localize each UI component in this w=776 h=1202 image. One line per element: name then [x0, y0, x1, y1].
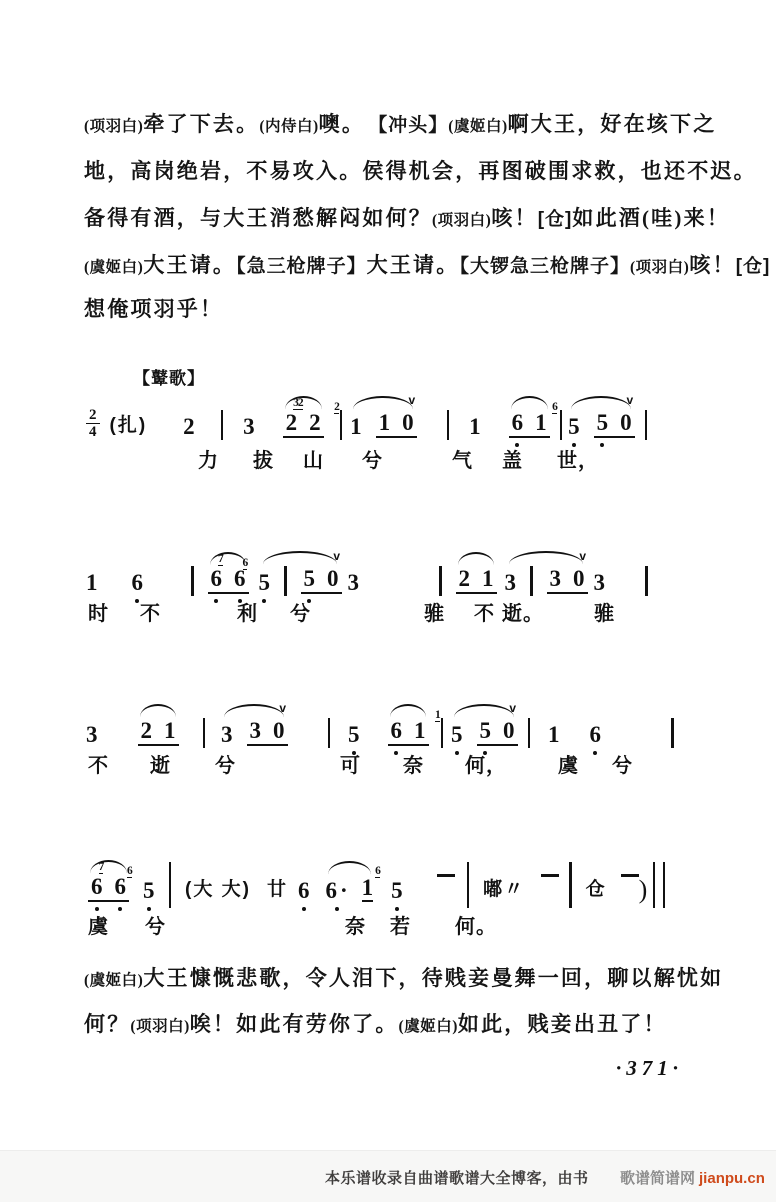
note-digit: 6 [390, 718, 402, 743]
percussion-syllable: (扎) [109, 415, 148, 436]
lyric-char: 盖 [502, 450, 523, 472]
lyric-char: 虞 [558, 755, 579, 777]
role-name: (项羽白) [629, 259, 690, 276]
breath-mark: v [408, 393, 416, 407]
aria-tune-label: 【鼙歌】 [133, 369, 205, 388]
note-digit: 1 [469, 414, 481, 439]
dialogue-bottom-line [84, 962, 724, 992]
music-system [84, 548, 648, 594]
dialogue-text: 何？ [84, 1012, 131, 1036]
note [375, 865, 403, 903]
note [298, 879, 310, 902]
lyric-char: 气 [452, 450, 473, 472]
barline [530, 566, 533, 596]
dialogue-text: 备得有酒，与大王消愁解闷如何？ [84, 206, 432, 230]
note [304, 567, 316, 590]
barline [328, 718, 331, 748]
grace-note: 32 [293, 397, 303, 409]
note [221, 723, 233, 746]
lyric-char: 不 [88, 755, 109, 777]
note-digit: 1 [414, 718, 426, 743]
barline [528, 718, 531, 748]
note-digit: 2 [183, 414, 195, 439]
beam-group [208, 553, 249, 594]
beam-group [88, 861, 129, 902]
slur-group [283, 397, 324, 438]
role-name: (虞姬白) [448, 118, 508, 135]
qupai-label: [仓] [537, 209, 573, 230]
beam-group [247, 701, 288, 746]
lyric-char: 兮 [362, 450, 383, 472]
footer-source-text: 本乐谱收录自曲谱歌谱大全博客，由书 [325, 1170, 589, 1187]
lyric-char: 逝。 [502, 603, 544, 625]
note [127, 865, 155, 903]
breath-mark: v [579, 549, 586, 563]
note-digit: 3 [593, 570, 605, 595]
dialogue-text: 噢。 [318, 112, 378, 136]
slur-group [208, 553, 249, 594]
barline [645, 566, 648, 596]
grace-note: 7 [98, 861, 104, 873]
note [459, 567, 471, 590]
note [86, 723, 98, 746]
grace-note: 2 [334, 401, 339, 413]
grace-note: 6 [552, 401, 557, 413]
note-digit: 5 [451, 722, 463, 747]
music-system [84, 700, 674, 746]
slur-group [325, 876, 373, 902]
beam-group [388, 719, 429, 746]
beam-group [456, 567, 497, 594]
note-digit: 1 [361, 875, 374, 900]
dialogue-top-line [84, 202, 730, 232]
lyric-char: 不 [474, 603, 495, 625]
note-digit: 0 [503, 718, 515, 743]
role-name: (虞姬白) [398, 1018, 458, 1035]
note-digit: 6 [297, 878, 310, 903]
note-digit: 6 [589, 722, 601, 747]
percussion-syllable: (大 大) [185, 879, 251, 900]
note-digit: 0 [573, 566, 585, 591]
dialogue-top-line [84, 155, 757, 185]
lyric-char: 骓 [424, 603, 445, 625]
note [503, 701, 516, 743]
beam-group [594, 393, 635, 438]
barline [191, 566, 194, 596]
low-octave-dot [214, 599, 218, 603]
note [512, 411, 524, 434]
barline [560, 410, 563, 440]
note-digit: 0 [402, 410, 414, 435]
grace-note: 1 [435, 709, 440, 721]
beam-group [509, 411, 550, 438]
role-name: (虞姬白) [84, 259, 144, 276]
qupai-label: 【大锣急三枪牌子】 [459, 256, 630, 277]
slur-group [435, 701, 518, 747]
note [594, 571, 606, 594]
lyric-char: 何。 [455, 916, 497, 938]
note [435, 709, 463, 747]
note-digit: 3 [249, 718, 261, 743]
slur-group [88, 861, 129, 902]
role-name: (项羽白) [130, 1018, 190, 1035]
footer-site-domain: jianpu.cn [699, 1170, 765, 1187]
lyric-char: 兮 [145, 916, 166, 938]
footer-site-name: 歌谱简谱网 [620, 1170, 696, 1187]
role-name: (项羽白) [432, 212, 492, 229]
dialogue-text: 啊大王，好在垓下之 [507, 112, 717, 136]
note-digit: 6 [114, 874, 126, 899]
note-digit: 3 [347, 570, 359, 595]
music-system [84, 392, 647, 438]
final-barline [653, 862, 665, 908]
note [327, 549, 340, 591]
barline [467, 862, 470, 908]
note-digit: 5 [348, 722, 360, 747]
dialogue-bottom-line [84, 1008, 724, 1038]
lyric-char: 拔 [253, 450, 274, 472]
dialogue-text: 咳！ [491, 206, 538, 230]
page-number: ·371· [616, 1056, 683, 1080]
note [164, 719, 176, 742]
beam-group [376, 393, 417, 438]
note-digit: 2 [309, 410, 321, 435]
note-digit: 0 [273, 718, 285, 743]
note [620, 393, 634, 435]
lyric-char: 若 [390, 916, 411, 938]
role-name: (内侍白) [259, 118, 319, 135]
dialogue-text: 唉！如此有劳你了。 [189, 1012, 399, 1036]
note [325, 879, 347, 902]
note [211, 567, 223, 590]
slur-group [138, 719, 179, 746]
duration-dash [621, 874, 639, 877]
breath-mark: v [626, 393, 634, 407]
note [391, 719, 403, 742]
percussion-syllable: 仓 [585, 879, 607, 900]
music-system [84, 856, 665, 902]
lyric-char: 兮 [612, 755, 633, 777]
slur-group [221, 701, 288, 747]
breath-mark: v [279, 701, 286, 715]
note-digit: 3 [221, 722, 233, 747]
note [505, 571, 517, 594]
note [141, 719, 153, 742]
note-digit: 1 [86, 570, 98, 595]
note-digit: 5 [143, 878, 155, 903]
time-signature-top: 2 [86, 408, 100, 424]
note [218, 553, 246, 591]
lyric-char: 兮 [215, 755, 236, 777]
low-octave-dot [302, 907, 306, 911]
note [414, 719, 426, 742]
note-digit: 6 [91, 874, 103, 899]
note-digit: 5 [479, 718, 491, 743]
barline [340, 410, 343, 440]
dialogue-text: 大王慷慨悲歌，令人泪下，待贱妾曼舞一回，聊以解忧如 [143, 966, 724, 990]
grace-note: 6 [127, 865, 132, 877]
note [132, 571, 144, 594]
footer-watermark-bar [0, 1150, 776, 1202]
note [362, 876, 374, 902]
note-digit: 6 [210, 566, 222, 591]
low-octave-dot [262, 599, 266, 603]
note-digit: 3 [86, 722, 98, 747]
lyric-char: 可 [340, 755, 361, 777]
lyric-char: 时 [88, 603, 109, 625]
grace-note: 7 [218, 553, 223, 565]
note [91, 875, 103, 898]
lyric-char: 骓 [594, 603, 615, 625]
note-digit: 0 [327, 566, 339, 591]
note [183, 415, 195, 438]
note [293, 397, 321, 435]
role-name: (虞姬白) [84, 972, 144, 989]
barline [203, 718, 206, 748]
beam-group [138, 719, 179, 746]
note [243, 415, 255, 438]
barline [671, 718, 674, 748]
note-digit: 2 [140, 718, 152, 743]
lyric-char: 虞 [88, 916, 109, 938]
slur-group [334, 393, 417, 439]
dialogue-top-line [84, 249, 771, 279]
note [242, 557, 271, 595]
note-digit: 1 [164, 718, 176, 743]
lyric-char: 逝 [150, 755, 171, 777]
beam-group [477, 701, 518, 746]
lyric-char: 利 [237, 603, 258, 625]
note [98, 861, 127, 899]
lyric-char: 兮 [290, 603, 311, 625]
note-digit: 1 [378, 410, 391, 435]
qupai-label: [仓] [735, 256, 771, 277]
note [597, 411, 609, 434]
percussion-syllable: 廿 [266, 879, 288, 900]
time-signature [86, 408, 100, 439]
qupai-label: 【急三枪牌子】 [236, 256, 367, 277]
role-name: (项羽白) [84, 118, 144, 135]
note [552, 401, 580, 439]
percussion-syllable: 嘟〃 [483, 879, 526, 900]
barline [221, 410, 224, 440]
low-octave-dot [335, 907, 339, 911]
note [273, 701, 286, 743]
note [250, 719, 262, 742]
augmentation-dot: · [339, 878, 348, 903]
dialogue-text: 如此，贱妾出丑了！ [457, 1012, 667, 1036]
breath-mark: v [333, 549, 340, 563]
note [286, 411, 298, 434]
slur-group [242, 549, 342, 595]
low-octave-dot [600, 443, 604, 447]
note-digit: 1 [535, 410, 547, 435]
note-digit: 6 [234, 566, 246, 591]
dialogue-text: 牵了下去。 [143, 112, 260, 136]
duration-dash [437, 874, 455, 877]
note-digit: 5 [258, 570, 270, 595]
dialogue-text: 如此酒(哇)来！ [572, 206, 730, 230]
low-octave-dot [135, 599, 139, 603]
low-octave-dot [455, 751, 459, 755]
note [573, 549, 586, 591]
lyric-char: 世， [557, 450, 599, 472]
footer-site-logo [620, 1167, 765, 1188]
note-digit: 6 · [325, 878, 348, 903]
slur-group [552, 393, 635, 439]
note-digit: 6 [131, 570, 143, 595]
beam-group [547, 549, 588, 594]
duration-dash [541, 874, 559, 877]
breath-mark: v [509, 701, 516, 715]
lyric-char: 奈 [345, 916, 366, 938]
note [469, 415, 481, 438]
lyric-char: 山 [303, 450, 324, 472]
qupai-label: 【冲头】 [377, 115, 449, 136]
low-octave-dot [593, 751, 597, 755]
time-signature-bottom: 4 [89, 424, 97, 440]
beam-group [301, 549, 342, 594]
note [482, 567, 494, 590]
barline [169, 862, 172, 908]
note-digit: 5 [303, 566, 315, 591]
low-octave-dot [394, 751, 398, 755]
lyric-char: 不 [140, 603, 161, 625]
dialogue-text: 地，高岗绝岩，不易攻入。侯得机会，再图破围求救，也还不迟。 [84, 159, 757, 183]
note [550, 567, 562, 590]
note [86, 571, 98, 594]
low-octave-dot [118, 907, 122, 911]
note-digit: 1 [482, 566, 494, 591]
note [348, 723, 360, 746]
lyric-char: 奈 [403, 755, 424, 777]
parenthesis: ) [638, 875, 648, 904]
dialogue-text: 想俺项羽乎！ [84, 297, 224, 321]
lyric-char: 何， [465, 755, 507, 777]
note [535, 411, 547, 434]
dialogue-text: 大王请。 [143, 253, 237, 277]
note-digit: 5 [596, 410, 609, 435]
note [379, 411, 391, 434]
note-digit: 6 [511, 410, 524, 435]
note-digit: 2 [285, 410, 298, 435]
note [402, 393, 416, 435]
barline [441, 718, 444, 748]
dialogue-top-line [84, 293, 724, 323]
note [590, 723, 602, 746]
grace-note: 6 [375, 865, 380, 877]
lyric-char: 力 [198, 450, 219, 472]
note-digit: 0 [620, 410, 632, 435]
note-digit: 5 [391, 878, 403, 903]
slur-group [509, 411, 550, 438]
note-digit: 1 [548, 722, 560, 747]
note-digit: 5 [568, 414, 580, 439]
barline [447, 410, 450, 440]
dialogue-text: 咳！ [689, 253, 736, 277]
barline [284, 566, 287, 596]
note-digit: 2 [458, 566, 470, 591]
dialogue-text: 大王请。 [366, 253, 460, 277]
note [548, 723, 560, 746]
barline [645, 410, 648, 440]
dialogue-top-line [84, 108, 724, 138]
note-digit: 3 [243, 414, 255, 439]
slur-group [456, 567, 497, 594]
slur-group [504, 549, 588, 595]
beam-group [283, 397, 324, 438]
note [334, 401, 362, 439]
slur-group [388, 719, 429, 746]
note [480, 719, 492, 742]
barline [439, 566, 442, 596]
note [348, 571, 360, 594]
barline [569, 862, 572, 908]
note-digit: 3 [549, 566, 561, 591]
note-digit: 3 [504, 570, 516, 595]
grace-note: 6 [242, 557, 248, 569]
note-digit: 1 [350, 414, 362, 439]
